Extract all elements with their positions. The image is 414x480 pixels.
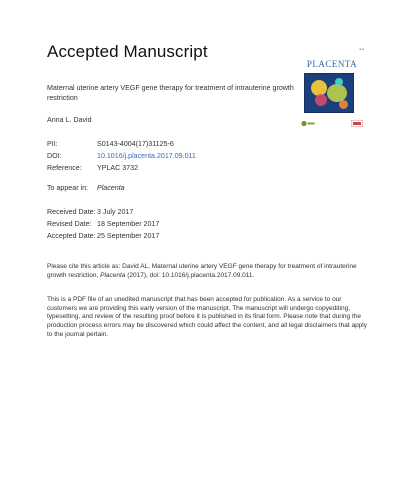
doi-link[interactable]: 10.1016/j.placenta.2017.09.011	[97, 152, 196, 160]
meta-label: Reference:	[47, 164, 82, 172]
elsevier-logo-icon	[351, 120, 363, 127]
meta-value: 25 September 2017	[97, 232, 160, 240]
article-title: Maternal uterine artery VEGF gene therapy for treatment of intrauterine growth restriction	[47, 84, 294, 102]
meta-label: DOI:	[47, 152, 62, 160]
meta-label: To appear in:	[47, 184, 89, 192]
meta-value: 3 July 2017	[97, 208, 134, 216]
cover-badge-icon: ■ ■	[359, 47, 364, 51]
meta-value: S0143-4004(17)31125-6	[97, 140, 174, 148]
citation-doi: (2017), doi: 10.1016/j.placenta.2017.09.011.	[125, 271, 255, 279]
cover-journal-name: PLACENTA	[306, 59, 358, 69]
meta-value: Placenta	[97, 184, 125, 192]
meta-label: Revised Date:	[47, 220, 92, 228]
journal-cover-image	[300, 47, 364, 131]
ifpa-logo-icon	[301, 120, 315, 127]
citation-paragraph	[47, 263, 369, 280]
article-author: Anna L. David	[47, 116, 92, 124]
cover-artwork-icon	[304, 73, 354, 113]
cover-publisher-logos	[300, 119, 364, 129]
meta-value: YPLAC 3732	[97, 164, 139, 172]
citation-text: Please cite this article as: David AL, Maternal uterine artery VEGF gene therapy for treatment of intrauterine growth restriction,	[47, 263, 357, 279]
meta-value: 18 September 2017	[97, 220, 160, 228]
notice-paragraph: This is a PDF file of an unedited manuscript that has been accepted for publication. As a service to our customers we are providing this early version of the manuscript. The manuscript will undergo copyediting, typesetting, and review of the resulting proof before it is published in its final form. Please note that during the production process errors may be discovered which could affect the content, and all legal disclaimers that apply to the journal pertain.	[47, 296, 367, 338]
meta-label: Accepted Date:	[47, 232, 96, 240]
citation-journal: Placenta	[100, 271, 126, 279]
meta-label: Received Date:	[47, 208, 96, 216]
page-heading: Accepted Manuscript	[47, 42, 208, 61]
meta-label: PII:	[47, 140, 58, 148]
